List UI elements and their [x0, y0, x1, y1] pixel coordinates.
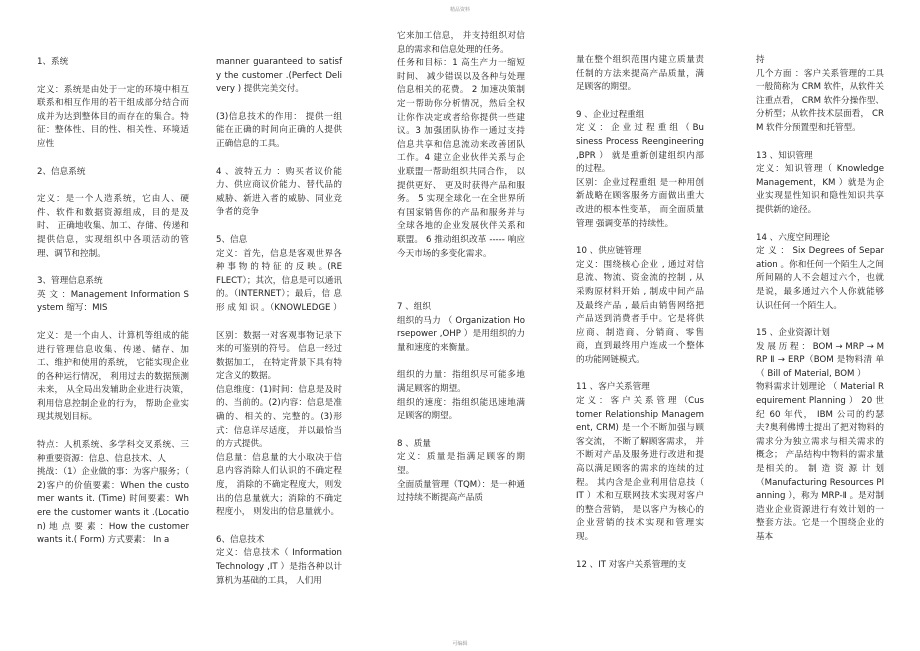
paragraph: 信息量：信息量的大小取决于信息内容消除人们认识的不确定程度， 消除的不确定程度大，则发出的信息量就大；消除的不确定程度小， 则发出的信息量就小。	[216, 452, 342, 518]
paragraph: 定 义 ： 客 户 关 系 管 理 （Customer Relationship Management, CRM) 是一个不断加强与顾客交流， 不断了解顾客需求， 并不断对产品及服务进行改进和提高以满足顾客的需求的连续的过程。 其内含是企业利用信息技（ IT ）术和互联网技术实现对客户的整合营销， 是以客户为核心的企业营销的技术实现和管理实现。	[576, 396, 704, 542]
paragraph: 定义：质量是指满足顾客的期望。	[397, 452, 525, 477]
paragraph: 区别：数据一对客观事物记录下来的可鉴别的符号。 信息一经过数据加工， 在特定背景下具有特定含义的数据。	[216, 330, 342, 382]
paragraph: 组织的力量：指组织尽可能多地满足顾客的期望。	[397, 370, 525, 395]
paragraph: 4 、波特五力 ：购买者议价能力、供应商议价能力、替代品的威胁、新进入者的威胁、同业竞争者的竞争	[216, 166, 342, 218]
section-title: 5、信息	[216, 234, 248, 245]
section-title: 13 、知识管理	[756, 150, 813, 161]
section-title: 9 、企业过程重组	[576, 109, 645, 120]
paragraph: 定 义 ： 企 业 过 程 重 组 （ Business Process Reengineering ,BPR ） 就是重新创建组织内部的过程。	[576, 123, 704, 175]
section-title: 14 、六度空间理论	[756, 232, 830, 243]
section-title: 8 、质量	[397, 438, 431, 449]
column-5	[756, 54, 884, 545]
paragraph: 持	[756, 55, 765, 65]
paragraph: 定义：是一个由人、计算机等组成的能进行管理信息收集、传递、储存、加工、维护和使用的系统， 它能实现企业的各种运行情况， 利用过去的数据预测未来， 从全局出发辅助企业进行决策， 利用信息控制企业的行为， 帮助企业实现其规划目标。	[37, 330, 189, 423]
paragraph: 12 、IT 对客户关系管理的支	[576, 559, 687, 570]
paragraph: 特点：人机系统、多学科交叉系统、三种重要资源：信息、信息技术、人	[37, 440, 189, 464]
paragraph: 任务和目标：1 高生产力一缩短时间、 减少错误以及各种与处理信息相关的花费。 2 加速决策制定一帮助你分析情况，然后全权让你作决定或者给你提供一些建议。3 加强团队协作一通过支持信息共享和信息流动来改善团队工作。4 建立企业伙伴关系与企业联盟一帮助组织共同合作， 以提供更好、 更及时获得产品和服务。 5 实现全球化一在全世界所有国家销售你的产品和服务并与全球各地的企业发展伙伴关系和联盟。 6 推动组织改革 ----- 响应今天市场的多变化需求。	[397, 58, 525, 259]
paragraph: 几个方面 ：客户关系管理的工具一般简称为 CRM 软件，从软件关注重点看， CRM 软件分操作型、分析型；从软件技术层面看， CRM 软件分预置型和托管型。	[756, 68, 884, 133]
paragraph: 物料需求计划理论 （ Material Requirement Planning ） 20 世纪 60 年代， IBM 公司的约瑟夫?奥利佛博士提出了把对物料的需求分为独立需求与相关需求的概念； 产品结构中物料的需求量是相关的。 制 造 资 源 计 划 （Manufacturing Resources Planning ），称为 MRP-Ⅱ 。是对制造业企业资源进行有效计划的一整套方法。它是一个围绕企业的基本	[756, 382, 884, 542]
paragraph: 全面质量管理（TQM）：是一种通过持续不断提高产品质	[397, 479, 525, 504]
paragraph: 信息维度：(1)时间：信息是及时的、当前的。(2)内容：信息是准确的、相关的、完整的。(3)形式：信息详尽适度， 并以最恰当的方式提供。	[216, 384, 342, 450]
section-title: 2、信息系统	[37, 166, 86, 177]
paragraph: 它来加工信息， 并支持组织对信息的需求和信息处理的任务。	[397, 31, 525, 55]
section-title: 11 、客户关系管理	[576, 382, 650, 393]
column-1	[37, 56, 189, 548]
section-title: 15 、企业资源计划	[756, 328, 830, 339]
section-title: 3、管理信息系统	[37, 276, 103, 287]
paragraph: (3)信息技术的作用： 提供一组能在正确的时间向正确的人提供正确信息的工具。	[216, 111, 342, 149]
paragraph: 定 义 ： Six Degrees of Separation 。你和任何一个陌生人之间所间隔的人不会超过六个，也就是说，最多通过六个人你就能够认识任何一个陌生人。	[756, 246, 884, 311]
paragraph: 挑战：（1）企业做的事：为客户服务；（ 2)客户的价值要素：When the customer wants it. (Time) 时间要素：Where the customer wants it .(Location) 地 点 要 素 ：How the customer wants it.( Form) 方式要素： In a	[37, 467, 189, 546]
paragraph: 定义：是一个人造系统，它由人、硬件、软件和数据资源组成，目的是及时、 正确地收集、加工、存储、传递和提供信息，实现组织中各项活动的管理、调节和控制。	[37, 194, 189, 259]
section-title: 7 、组织	[397, 302, 431, 313]
column-2	[216, 56, 342, 588]
section-title: 1、系统	[37, 57, 69, 67]
paragraph: 英 文 ：Management Information System 缩写：MIS	[37, 289, 189, 314]
section-title: 10 、供应链管理	[576, 246, 642, 257]
column-4	[576, 54, 704, 572]
paragraph: 定义：系统是由处于一定的环境中相互联系和相互作用的若干组成部分结合而成并为达到整体目的而存在的集合。特征：整体性、目的性、相关性、环境适应性	[37, 84, 189, 149]
paragraph: 定义：围绕核心企业 , 通过对信息流、物流、资金流的控制 , 从采购原材料开始 , 制成中间产品及最终产品 , 最后由销售网络把产品送到消费者手中。它是将供应商、制造商、分销商、零售商，直到最终用户连成一个整体的功能网链模式。	[576, 259, 704, 365]
paragraph: 量在整个组织范围内建立质量责任制的方法来提高产品质量，满足顾客的期望。	[576, 55, 704, 93]
paragraph: 定义：知识管理（ Knowledge Management，KM ）就是为企业实现显性知识和隐性知识共享提供新的途径。	[756, 164, 884, 215]
paragraph: manner guaranteed to satisfy the customer .(Perfect Delivery ) 提供完美交付。	[216, 57, 342, 95]
paragraph: 组织的速度：指组织能迅速地满足顾客的期望。	[397, 397, 525, 422]
paragraph: 发 展 历 程 ： BOM → MRP → MRP Ⅱ → ERP（BOM 是物料清 单 （ Bill of Material, BOM ）	[756, 341, 884, 379]
paragraph: 组织的马力 （ Organization Horsepower ,OHP ）是用组织的力量和速度的来衡量。	[397, 315, 525, 353]
paragraph: 区别：企业过程重组 是一种用创新战略在顾客服务方面做出重大改进的根本性变革， 而全面质量管理 强调变革的持续性。	[576, 177, 704, 229]
paragraph: 定义：信息技术（ Information Technology ,IT ）是指各种以计算机为基础的工具， 人们用	[216, 548, 342, 586]
column-3	[397, 30, 525, 506]
page-header: 精品资料	[449, 7, 470, 13]
paragraph: 定义：首先，信息是客观世界各 种 事 物 的 特 征 的 反 映 。(REFLECT）；其次，信息是可以通讯的。（INTERNET）；最后，信 息 形 成 知 识 。（KNOWLEDGE ）	[216, 248, 342, 313]
section-title: 6、信息技术	[216, 534, 265, 545]
page-footer: 可编辑	[452, 641, 468, 647]
